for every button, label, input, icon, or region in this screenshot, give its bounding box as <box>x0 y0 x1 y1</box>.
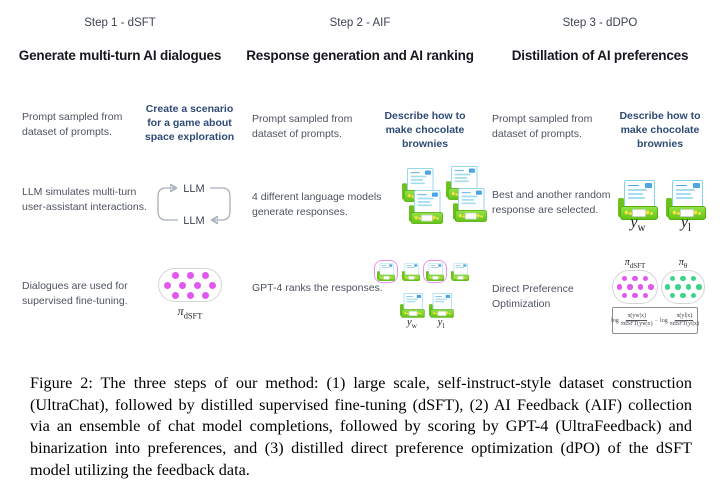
pi-dsft-label: $\pi_{dSFT}$ <box>624 257 646 270</box>
step2-row2-text: 4 different language models generate responses. <box>252 191 382 218</box>
send-badge-icon <box>469 169 475 173</box>
step1-label: Step 1 - dSFT <box>84 17 156 29</box>
step3-row1-text: Prompt sampled from dataset of prompts. <box>492 113 593 140</box>
chosen-response-icon <box>400 293 425 318</box>
send-badge-icon <box>693 183 700 188</box>
ranked-response-icon <box>377 263 395 281</box>
model-response-icon <box>453 188 487 222</box>
cycle-arrow-left <box>158 188 178 220</box>
theta-policy-pill <box>661 270 705 304</box>
llm-self-chat-cycle-diagram <box>148 179 240 229</box>
step1-row3-text: Dialogues are used for supervised fine-tuning. <box>22 280 128 307</box>
dsft-policy-pill <box>158 268 222 302</box>
step3-row2-text: Best and another random response are selected. <box>492 189 611 216</box>
rejected-response-icon <box>429 293 454 318</box>
dpo-objective-formula: log $\frac{\pi(yw|x)}{\text{πdSFT(yw|x)}}$ − log $\frac{\pi(yl|x)}{\text{πdSFT(yl|x)}}$ <box>612 307 698 334</box>
send-badge-icon <box>432 193 438 197</box>
step3-heading: Distillation of AI preferences <box>511 48 689 63</box>
ranked-response-icon <box>402 263 420 281</box>
figure-caption: Figure 2: The three steps of our method: (1) large scale, self-instruct-style dataset construction (UltraChat), followed by distilled supervised fine-tuning (dSFT), (2) AI Feedback (AIF) collection via an ensemble of chat model completions, followed by scoring by GPT-4 (UltraFeedback) and binarization into preferences, and (3) distilled direct preference optimization (dPO) of the dSFT model utilizing the feedback data. <box>30 374 692 479</box>
llm-bottom-label: LLM <box>183 215 205 227</box>
llm-top-label: LLM <box>183 183 205 195</box>
ranked-response-icon <box>426 263 444 281</box>
send-badge-icon <box>476 191 482 195</box>
yl-label: $y_l$ <box>680 214 692 235</box>
step2-label: Step 2 - AIF <box>329 17 391 29</box>
step3-label: Step 3 - dDPO <box>562 17 638 29</box>
pi-dsft-label: $\pi_{dSFT}$ <box>177 304 203 321</box>
step2-row3-text: GPT-4 ranks the responses. <box>252 282 383 294</box>
step2-row1-text: Prompt sampled from dataset of prompts. <box>252 113 353 140</box>
step2-heading: Response generation and AI ranking <box>246 48 474 63</box>
step2-prompt-example: Describe how to make chocolate brownies <box>384 110 466 150</box>
yw-label: $y_w$ <box>630 214 646 235</box>
model-response-icon <box>409 190 443 224</box>
step1-row1-text: Prompt sampled from dataset of prompts. <box>22 111 123 138</box>
yl-label: $y_l$ <box>437 317 445 331</box>
step1-prompt-example: Create a scenario for a game about space exploration <box>144 103 235 143</box>
cycle-arrow-right <box>210 188 230 220</box>
step3-row3-text: Direct Preference Optimization <box>492 283 574 310</box>
dsft-policy-pill <box>612 270 658 304</box>
step1-row2-text: LLM simulates multi-turn user-assistant interactions. <box>22 186 147 213</box>
ranked-response-icon <box>451 263 469 281</box>
pi-theta-label: $\pi_\theta$ <box>678 257 688 270</box>
step3-prompt-example: Describe how to make chocolate brownies <box>619 110 701 150</box>
send-badge-icon <box>425 171 431 175</box>
send-badge-icon <box>645 183 652 188</box>
step1-heading: Generate multi-turn AI dialogues <box>18 48 222 63</box>
yw-label: $y_w$ <box>407 317 417 331</box>
